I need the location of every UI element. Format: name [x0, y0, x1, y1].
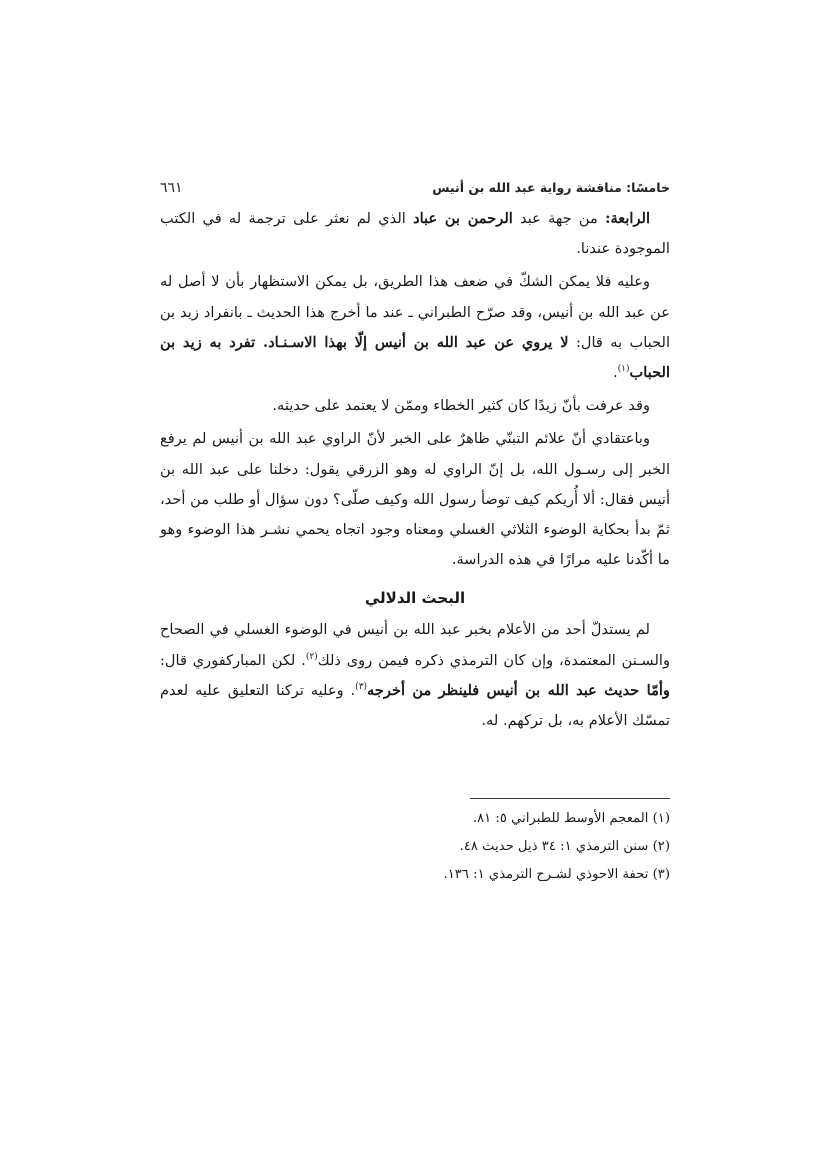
paragraph-semantic [160, 615, 670, 736]
footnote-divider [470, 798, 670, 799]
footnote-ref-2[interactable]: (٢) [305, 651, 318, 662]
footnote-3: (٣) تحفة الاحوذي لشـرح الترمذي ١: ١٣٦. [443, 867, 670, 883]
chapter-title: خامسًا: مناقشة رواية عبد الله بن أنيس [432, 180, 670, 195]
running-header [160, 180, 670, 196]
text: الذي لم نعثر على ترجمة له في الكتب الموجودة عندنا. [160, 210, 670, 258]
fourth-label: الرابعة: [605, 210, 651, 227]
tabarani-quote: لا يروي عن عبد الله بن أنيس إلّا بهذا الاسـنـاد. تفرد به زيد بن الحباب [160, 333, 670, 382]
text: لم يستدلّ أحد من الأعلام بخبر عبد الله بن أنيس في الوضوء الغسلي في الصحاح والسـنن المعتمدة، وإن كان الترمذي ذكره فيمن روى ذلك [160, 621, 670, 669]
document-page [160, 180, 670, 889]
text: . [612, 364, 618, 382]
text: . لكن المباركفوري قال: [160, 651, 306, 669]
footnote-ref-3[interactable]: (٣) [355, 681, 368, 692]
paragraph-fourth [160, 204, 670, 264]
text: وعليه فلا يمكن الشكّ في ضعف هذا الطريق، بل يمكن الاستظهار بأن لا أصل له عن عبد الله بن أنيس، وقد صرّح الطبراني ـ عند ما أخرج هذا الحديث ـ بانفراد زيد بن الحباب به قال: [160, 273, 670, 351]
mubarakfuri-quote: وأمّا حديث عبد الله بن أنيس فلينظر من أخرجه [367, 681, 670, 699]
section-heading: البحث الدلالي [364, 589, 466, 608]
footnote-2: (٢) سنن الترمذي ١: ٣٤ ذيل حديث ٤٨. [459, 839, 670, 855]
paragraph-zayd: وقد عرفت بأنّ زيدًا كان كثير الخطاء وممّن لا يعتمد على حديثه. [272, 397, 650, 415]
footnotes [160, 805, 670, 889]
text: من جهة عبد [512, 210, 606, 227]
text: . وعليه تركنا التعليق عليه لعدم تمسّك الأعلام به، بل تركهم. له. [160, 681, 670, 730]
narrator-name: الرحمن بن عباد [413, 210, 513, 227]
paragraph-tabarani [160, 267, 670, 388]
paragraph-signs: وباعتقادي أنّ علائم التبنّي ظاهرٌ على الخبر لأنّ الراوي عبد الله بن أنيس لم يرفع الخبر إلى رسـول الله، بل إنّ الراوي له وهو الزرقي يقول: دخلنا على عبد الله بن أنيس فقال: ألا أُريكم كيف توضأ رسول الله وكيف صلّى؟ دون سؤال أو طلب من أحد، ثمّ بدأ بحكاية الوضوء الثلاثي الغسلي ومعناه وجود اتجاه يحمي نشـر هذا الوضوء وهو ما أكّدنا عليه مرارًا في هذه الدراسة. [160, 430, 670, 569]
footnote-1: (١) المعجم الأوسط للطبراني ٥: ٨١. [472, 811, 670, 827]
page-number: ٦٦١ [160, 180, 183, 196]
footnote-ref-1[interactable]: (١) [617, 364, 630, 375]
